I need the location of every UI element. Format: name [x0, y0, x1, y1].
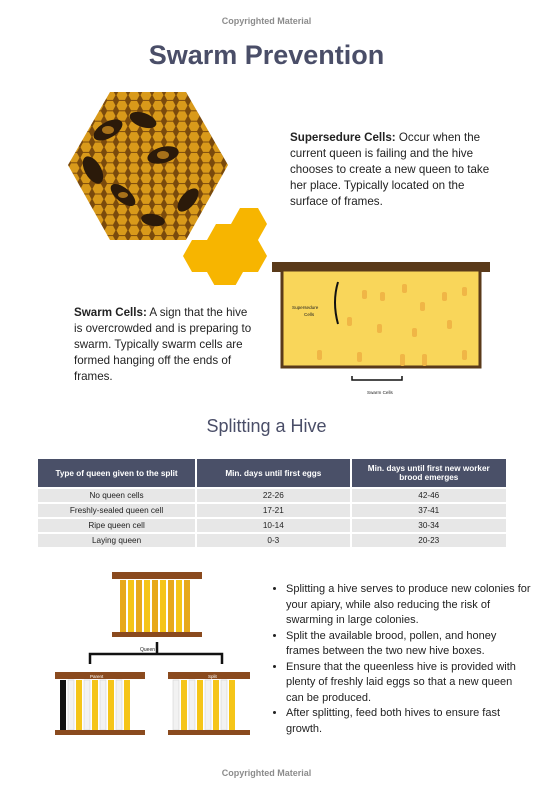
- table-cell: Ripe queen cell: [38, 519, 197, 532]
- split-label: Split: [208, 674, 217, 679]
- list-item: • Split the available brood, pollen, and honey frames between the two new hive boxes.: [286, 629, 531, 660]
- table-header-row: [38, 459, 506, 487]
- table-header: Type of queen given to the split: [38, 459, 197, 487]
- parent-label: Parent: [90, 674, 104, 679]
- table-cell: 10-14: [197, 519, 351, 532]
- table-cell: 20-23: [352, 534, 506, 547]
- table-cell: 17-21: [197, 504, 351, 517]
- table-header: Min. days until first new worker brood emerges: [352, 459, 506, 487]
- table-cell: 37-41: [352, 504, 506, 517]
- supersedure-label-2: Cells: [304, 312, 315, 317]
- table-cell: 30-34: [352, 519, 506, 532]
- section-title: Splitting a Hive: [206, 416, 327, 436]
- supersedure-paragraph: [290, 130, 490, 210]
- supersedure-text: Occur when the current queen is failing and the hive chooses to create a new queen to take her place. Typically located on the surface of frames.: [290, 131, 490, 208]
- swarm-cells-label: Swarm Cells: [367, 390, 393, 395]
- split-table: [38, 457, 506, 549]
- list-item: • Splitting a hive serves to produce new colonies for your apiary, while also reducing the risk of swarming in large colonies.: [286, 582, 531, 629]
- table-cell: 0-3: [197, 534, 351, 547]
- table-cell: Freshly-sealed queen cell: [38, 504, 197, 517]
- table-row: [38, 489, 506, 502]
- copyright-bottom: Copyrighted Material: [221, 768, 312, 778]
- table-row: [38, 534, 506, 547]
- list-item: • After splitting, feed both hives to ensure fast growth.: [286, 706, 531, 737]
- table-cell: Laying queen: [38, 534, 197, 547]
- table-header: Min. days until first eggs: [197, 459, 351, 487]
- table-cell: 22-26: [197, 489, 351, 502]
- swarm-text: A sign that the hive is overcrowded and is preparing to swarm. Typically swarm cells are formed hanging off the ends of frames.: [74, 306, 252, 383]
- table-cell: 42-46: [352, 489, 506, 502]
- table-cell: No queen cells: [38, 489, 197, 502]
- table-row: [38, 504, 506, 517]
- table-row: [38, 519, 506, 532]
- swarm-term: Swarm Cells:: [74, 306, 147, 319]
- split-bullet-list: [270, 582, 531, 737]
- split-diagram: [50, 572, 250, 752]
- supersedure-label-1: Supersedure: [292, 305, 319, 310]
- swarm-paragraph: [74, 305, 254, 385]
- bee-hexagon-image: [68, 90, 268, 285]
- swarm-bracket: [352, 376, 402, 380]
- supersedure-term: Supersedure Cells:: [290, 131, 396, 144]
- frame-comb: [282, 270, 480, 367]
- queen-label: Queen: [140, 647, 156, 653]
- frame-diagram: [272, 262, 492, 402]
- page-title: Swarm Prevention: [148, 40, 385, 70]
- list-item: • Ensure that the queenless hive is provided with plenty of freshly laid eggs so that a new queen can be produced.: [286, 660, 531, 707]
- copyright-top: Copyrighted Material: [221, 16, 312, 26]
